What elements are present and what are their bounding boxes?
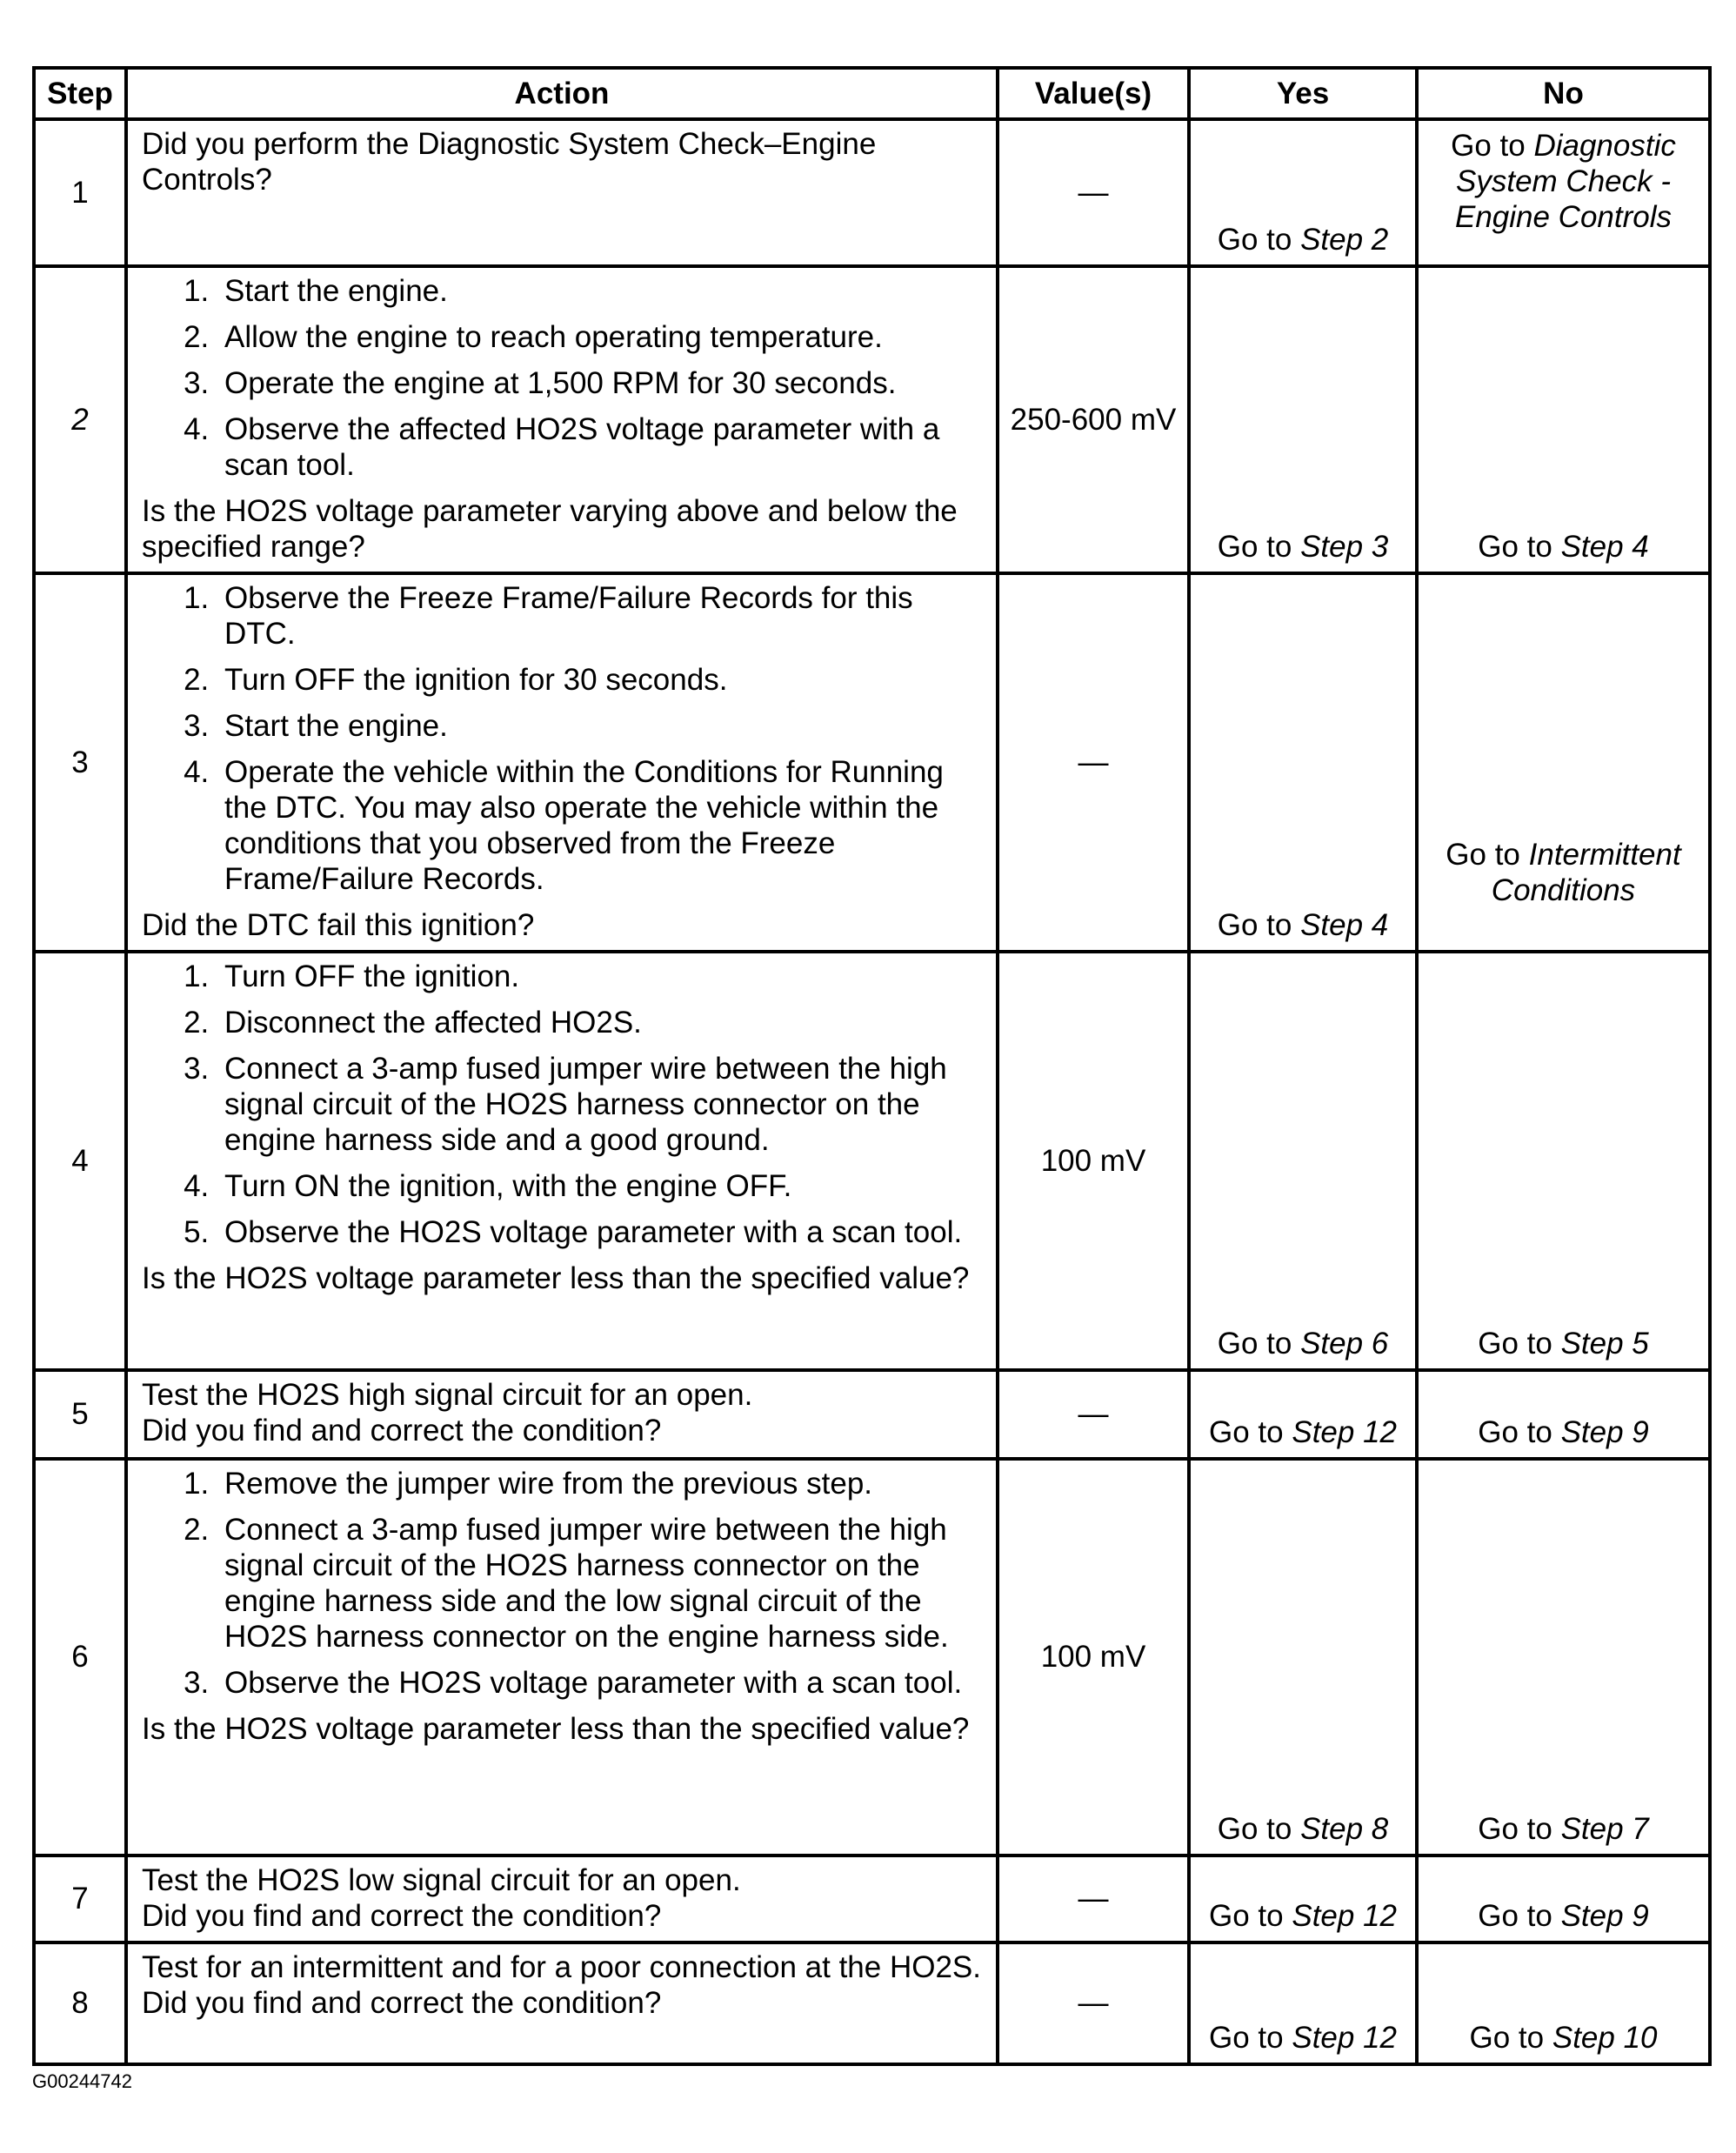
yes-cell xyxy=(1189,573,1417,952)
value-cell: — xyxy=(998,1370,1189,1459)
no-target: Step 7 xyxy=(1560,1812,1649,1846)
yes-cell xyxy=(1189,1855,1417,1942)
no-target: Intermittent Conditions xyxy=(1491,838,1681,907)
no-cell xyxy=(1417,1942,1710,2064)
question-text: Did the DTC fail this ignition? xyxy=(142,908,535,942)
instruction-item: 2. Connect a 3-amp fused jumper wire between the high signal circuit of the HO2S harness connector on the engine harness side and the low signal circuit of the HO2S harness connector on the engine harness side. xyxy=(217,1512,984,1655)
yes-target: Step 6 xyxy=(1300,1327,1389,1361)
header-values: Value(s) xyxy=(998,68,1189,119)
value-cell: — xyxy=(998,1855,1189,1942)
question-text: Did you find and correct the condition? xyxy=(142,1986,662,2020)
step-number: 2 xyxy=(34,266,126,573)
go-to-label: Go to xyxy=(1478,1899,1552,1933)
action-cell xyxy=(126,573,998,952)
instruction-item: 2. Disconnect the affected HO2S. xyxy=(217,1005,984,1040)
no-target: Step 5 xyxy=(1560,1327,1649,1361)
go-to-label: Go to xyxy=(1217,530,1292,564)
yes-cell xyxy=(1189,266,1417,573)
action-text: Did you perform the Diagnostic System Check–Engine Controls? xyxy=(126,119,998,266)
value-cell: 100 mV xyxy=(998,1459,1189,1855)
step-number: 1 xyxy=(34,119,126,266)
instruction-item: 3. Observe the HO2S voltage parameter with a scan tool. xyxy=(217,1665,984,1701)
no-target: Step 10 xyxy=(1552,2021,1658,2055)
go-to-label: Go to xyxy=(1209,2021,1284,2055)
go-to-label: Go to xyxy=(1217,1812,1292,1846)
figure-id: G00244742 xyxy=(32,2070,132,2092)
instruction-item: 1. Observe the Freeze Frame/Failure Records for this DTC. xyxy=(217,580,984,652)
action-cell xyxy=(126,1942,998,2064)
instruction-item: 3. Start the engine. xyxy=(217,708,984,744)
go-to-label: Go to xyxy=(1478,1812,1552,1846)
no-target: Step 9 xyxy=(1560,1415,1649,1449)
step-number: 5 xyxy=(34,1370,126,1459)
action-text: Test the HO2S high signal circuit for an open. xyxy=(142,1378,753,1412)
action-cell xyxy=(126,1370,998,1459)
no-cell xyxy=(1417,119,1710,266)
instruction-item: 4. Turn ON the ignition, with the engine OFF. xyxy=(217,1168,984,1204)
instruction-item: 1. Remove the jumper wire from the previous step. xyxy=(217,1466,984,1501)
instruction-item: 1. Start the engine. xyxy=(217,273,984,309)
instruction-item: 4. Observe the affected HO2S voltage parameter with a scan tool. xyxy=(217,411,984,483)
step-number: 3 xyxy=(34,573,126,952)
action-text: Test the HO2S low signal circuit for an open. xyxy=(142,1863,741,1897)
step-number: 6 xyxy=(34,1459,126,1855)
step-number: 7 xyxy=(34,1855,126,1942)
instruction-item: 3. Operate the engine at 1,500 RPM for 30 seconds. xyxy=(217,365,984,401)
go-to-label: Go to xyxy=(1446,838,1520,872)
yes-cell xyxy=(1189,119,1417,266)
yes-target: Step 2 xyxy=(1300,223,1389,257)
instruction-list xyxy=(142,273,984,483)
instruction-list xyxy=(142,959,984,1250)
table-row-step-6 xyxy=(34,1459,1710,1855)
value-cell: 250-600 mV xyxy=(998,266,1189,573)
go-to-label: Go to xyxy=(1478,530,1552,564)
yes-cell xyxy=(1189,952,1417,1370)
no-cell xyxy=(1417,266,1710,573)
go-to-label: Go to xyxy=(1217,908,1292,942)
value-cell: — xyxy=(998,1942,1189,2064)
instruction-item: 2. Allow the engine to reach operating temperature. xyxy=(217,319,984,355)
yes-target: Step 12 xyxy=(1292,1899,1397,1933)
table-row-step-1 xyxy=(34,119,1710,266)
action-cell xyxy=(126,1855,998,1942)
instruction-list xyxy=(142,580,984,897)
no-cell xyxy=(1417,1370,1710,1459)
action-cell xyxy=(126,1459,998,1855)
no-cell xyxy=(1417,573,1710,952)
instruction-item: 1. Turn OFF the ignition. xyxy=(217,959,984,994)
question-text: Is the HO2S voltage parameter varying above and below the specified range? xyxy=(142,494,958,564)
table-row-step-7 xyxy=(34,1855,1710,1942)
instruction-list xyxy=(142,1466,984,1701)
no-target: Diagnostic System Check - Engine Controls xyxy=(1454,129,1676,234)
step-number: 8 xyxy=(34,1942,126,2064)
no-target: Step 9 xyxy=(1560,1899,1649,1933)
diagnostic-table xyxy=(32,66,1712,2066)
value-cell: — xyxy=(998,573,1189,952)
go-to-label: Go to xyxy=(1209,1899,1284,1933)
header-action: Action xyxy=(126,68,998,119)
question-text: Did you find and correct the condition? xyxy=(142,1414,662,1448)
question-text: Did you find and correct the condition? xyxy=(142,1899,662,1933)
yes-cell xyxy=(1189,1370,1417,1459)
yes-cell xyxy=(1189,1459,1417,1855)
no-cell xyxy=(1417,1855,1710,1942)
go-to-label: Go to xyxy=(1209,1415,1284,1449)
value-cell: — xyxy=(998,119,1189,266)
no-target: Step 4 xyxy=(1560,530,1649,564)
yes-target: Step 3 xyxy=(1300,530,1389,564)
value-cell: 100 mV xyxy=(998,952,1189,1370)
go-to-label: Go to xyxy=(1217,223,1292,257)
action-cell xyxy=(126,952,998,1370)
question-text: Is the HO2S voltage parameter less than the specified value? xyxy=(142,1712,970,1746)
yes-target: Step 8 xyxy=(1300,1812,1389,1846)
table-row-step-8 xyxy=(34,1942,1710,2064)
go-to-label: Go to xyxy=(1478,1415,1552,1449)
yes-target: Step 4 xyxy=(1300,908,1389,942)
yes-target: Step 12 xyxy=(1292,2021,1397,2055)
header-step: Step xyxy=(34,68,126,119)
question-text: Is the HO2S voltage parameter less than the specified value? xyxy=(142,1261,970,1295)
yes-target: Step 12 xyxy=(1292,1415,1397,1449)
go-to-label: Go to xyxy=(1451,129,1526,163)
header-no: No xyxy=(1417,68,1710,119)
action-cell xyxy=(126,266,998,573)
go-to-label: Go to xyxy=(1478,1327,1552,1361)
go-to-label: Go to xyxy=(1217,1327,1292,1361)
table-row-step-5 xyxy=(34,1370,1710,1459)
header-row xyxy=(34,68,1710,119)
instruction-item: 4. Operate the vehicle within the Conditions for Running the DTC. You may also operate the vehicle within the conditions that you observed from the Freeze Frame/Failure Records. xyxy=(217,754,984,897)
no-cell xyxy=(1417,952,1710,1370)
diagnostic-table-sheet xyxy=(32,66,1708,2065)
header-yes: Yes xyxy=(1189,68,1417,119)
instruction-item: 5. Observe the HO2S voltage parameter with a scan tool. xyxy=(217,1214,984,1250)
instruction-item: 2. Turn OFF the ignition for 30 seconds. xyxy=(217,662,984,698)
go-to-label: Go to xyxy=(1469,2021,1545,2055)
no-cell xyxy=(1417,1459,1710,1855)
yes-cell xyxy=(1189,1942,1417,2064)
step-number: 4 xyxy=(34,952,126,1370)
instruction-item: 3. Connect a 3-amp fused jumper wire between the high signal circuit of the HO2S harness connector on the engine harness side and a good ground. xyxy=(217,1051,984,1158)
table-row-step-3 xyxy=(34,573,1710,952)
table-row-step-4 xyxy=(34,952,1710,1370)
action-text: Test for an intermittent and for a poor connection at the HO2S. xyxy=(142,1950,981,1984)
table-row-step-2 xyxy=(34,266,1710,573)
